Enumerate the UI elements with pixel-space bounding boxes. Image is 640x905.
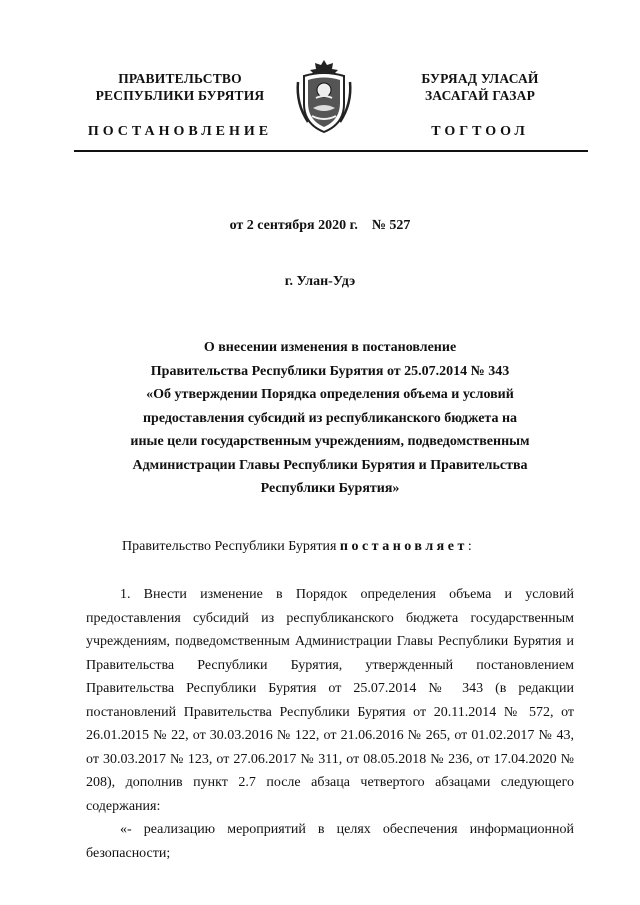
decree-verb: постановляет xyxy=(339,539,468,554)
decree-clause xyxy=(122,539,472,555)
decree-colon: : xyxy=(467,539,472,554)
body-paragraph: 1. Внести изменение в Порядок определения объема и условий предоставления субсидий из республиканского бюджета государственным учреждениям, подведомственным Администрации Главы Республики Бурятия и Правительства Республики Бурятия, утвержденный постановлением Правительства Республики Бурятия от 25.07.2014 № 343 (в редакции постановлений Правительства Республики Бурятия от 20.11.2014 № 572, от 26.01.2015 № 22, от 30.03.2016 № 122, от 21.06.2016 № 265, от 01.02.2017 № 43, от 30.03.2017 № 123, от 27.06.2017 № 311, от 08.05.2018 № 236, от 17.04.2020 № 208), дополнив пункт 2.7 после абзаца четвертого абзацами следующего содержания: xyxy=(86,587,574,814)
issuer-ru-line2: РЕСПУБЛИКИ БУРЯТИЯ xyxy=(95,88,265,103)
issuer-bua-line2: ЗАСАГАЙ ГАЗАР xyxy=(424,88,536,103)
document-body xyxy=(86,583,574,865)
act-type-bua: ТОГТООЛ xyxy=(431,124,529,139)
title-line: предоставления субсидий из республиканского бюджета на xyxy=(142,410,518,426)
issuer-ru-line1: ПРАВИТЕЛЬСТВО xyxy=(118,71,242,86)
title-line: «Об утверждении Порядка определения объема и условий xyxy=(146,387,514,402)
decree-subject: Правительство Республики Бурятия xyxy=(122,539,337,554)
issuer-bua xyxy=(380,70,580,104)
document-title xyxy=(90,336,570,501)
title-line: Администрации Главы Республики Бурятия и Правительства xyxy=(132,457,528,473)
body-paragraph: «- реализацию мероприятий в целях обеспечения информационной безопасности; xyxy=(86,822,574,861)
title-line: Правительства Республики Бурятия от 25.07.2014 № 343 xyxy=(150,363,510,379)
coat-of-arms-icon xyxy=(294,58,354,136)
title-line: иные цели государственным учреждениям, подведомственным xyxy=(130,434,530,449)
issuer-bua-line1: БУРЯАД УЛАСАЙ xyxy=(421,71,539,86)
decree-date-line xyxy=(0,218,640,234)
issuer-ru xyxy=(80,70,280,104)
title-line: О внесении изменения в постановление xyxy=(203,340,457,355)
decree-number: № 527 xyxy=(371,218,411,233)
decree-date: от 2 сентября 2020 г. xyxy=(229,218,358,233)
decree-city: г. Улан-Удэ xyxy=(284,274,356,289)
act-type-ru: ПОСТАНОВЛЕНИЕ xyxy=(87,124,273,139)
header-divider xyxy=(74,150,588,152)
title-line: Республики Бурятия» xyxy=(260,481,400,496)
